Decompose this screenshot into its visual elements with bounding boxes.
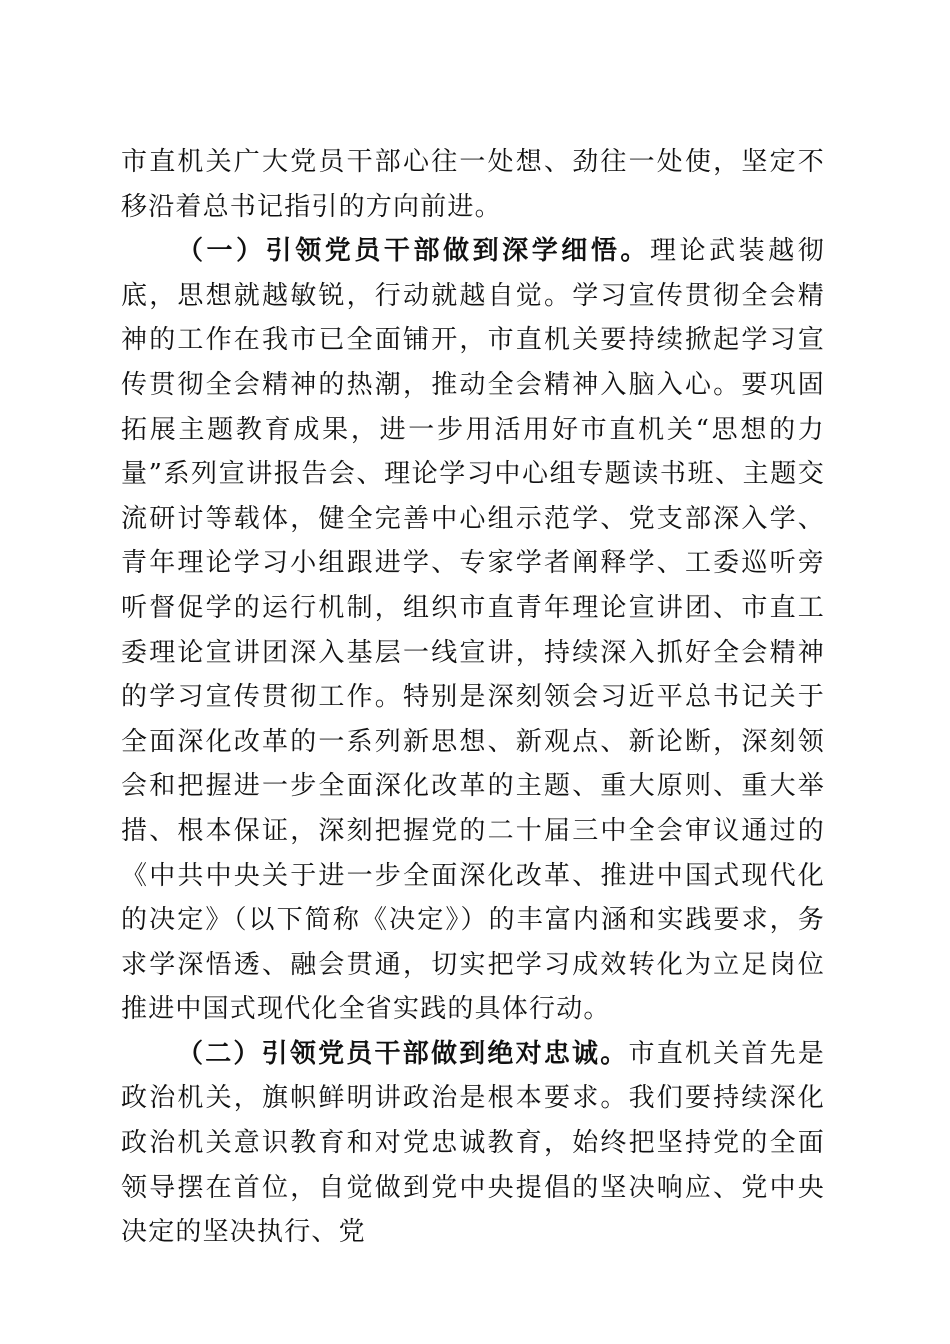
paragraph-text: 市直机关广大党员干部心往一处想、劲往一处使，坚定不移沿着总书记指引的方向前进。 [121, 147, 825, 222]
paragraph-text: 理论武装越彻底，思想就越敏锐，行动就越自觉。学习宣传贯彻全会精神的工作在我市已全面铺开，市直机关要持续掀起学习宣传贯彻全会精神的热潮，推动全会精神入脑入心。要巩固拓展主题教育成果，进一步用活用好市直机关“思想的力量”系列宣讲报告会、理论学习中心组专题读书班、主题交流研讨等载体，健全完善中心组示范学、党支部深入学、青年理论学习小组跟进学、专家学者阐释学、工委巡听旁听督促学的运行机制，组织市直青年理论宣讲团、市直工委理论宣讲团深入基层一线宣讲，持续深入抓好全会精神的学习宣传贯彻工作。特别是深刻领会习近平总书记关于全面深化改革的一系列新思想、新观点、新论断，深刻领会和把握进一步全面深化改革的主题、重大原则、重大举措、根本保证，深刻把握党的二十届三中全会审议通过的《中共中央关于进一步全面深化改革、推进中国式现代化的决定》（以下简称《决定》）的丰富内涵和实践要求，务求学深悟透、融会贯通，切实把学习成效转化为立足岗位推进中国式现代化全省实践的具体行动。 [121, 236, 826, 1025]
paragraph-text: 市直机关首先是政治机关，旗帜鲜明讲政治是根本要求。我们要持续深化政治机关意识教育和对党忠诚教育，始终把坚持党的全面领导摆在首位，自觉做到党中央提倡的坚决响应、党中央决定的坚决执行、党 [121, 1038, 825, 1248]
paragraph-continuation [121, 140, 825, 229]
paragraph-section-2 [121, 1032, 825, 1255]
section-heading-1: （一）引领党员干部做到深学细悟。 [177, 236, 650, 267]
section-heading-2: （二）引领党员干部做到绝对忠诚。 [177, 1038, 629, 1069]
paragraph-section-1 [121, 229, 825, 1032]
document-body [121, 140, 825, 1255]
